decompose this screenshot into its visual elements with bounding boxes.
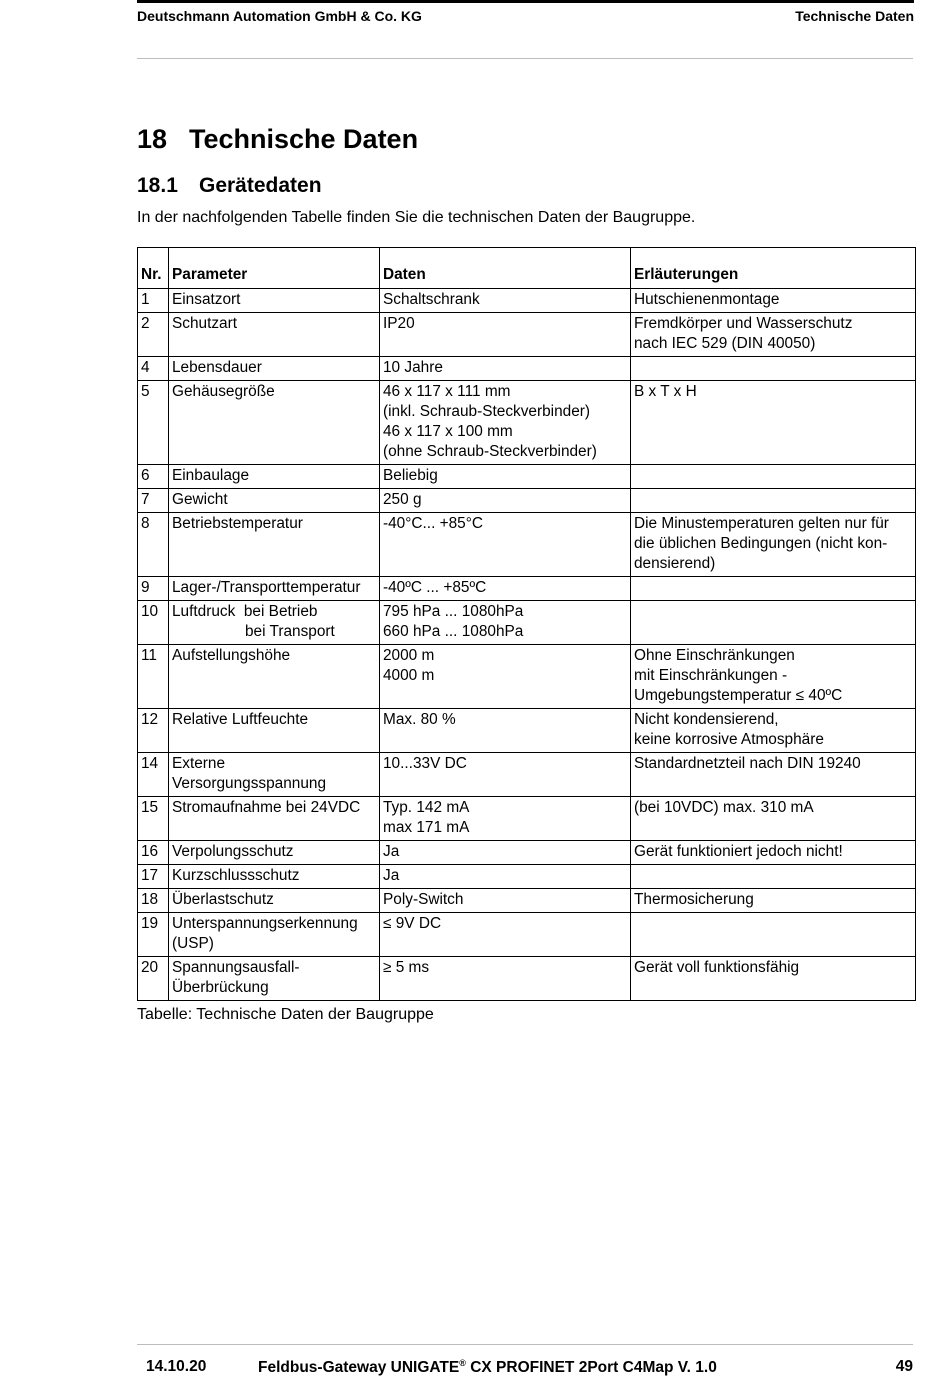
cell-erlaeuterung-line: Standardnetzteil nach DIN 19240 [634,755,861,772]
cell-parameter-line: Aufstellungshöhe [172,647,291,664]
cell-parameter-line: Spannungsausfall- [172,959,300,976]
cell-parameter [169,889,380,913]
cell-erlaeuterung [631,577,916,601]
cell-erlaeuterung-line: (bei 10VDC) max. 310 mA [634,799,814,816]
cell-daten [380,513,631,577]
table-row [138,601,916,645]
header-parameter: Parameter [169,248,380,289]
cell-parameter [169,645,380,709]
cell-parameter-line: Kurzschlussschutz [172,867,300,884]
cell-erlaeuterung [631,753,916,797]
cell-daten [380,577,631,601]
header-top-rule [137,0,914,3]
footer-title-suffix: CX PROFINET 2Port C4Map V. 1.0 [465,1359,717,1377]
cell-erlaeuterung-line: die üblichen Bedingungen (nicht kon- [634,535,888,552]
table-row [138,489,916,513]
cell-parameter [169,357,380,381]
cell-erlaeuterung-line: keine korrosive Atmosphäre [634,731,824,748]
cell-nr: 8 [138,513,169,577]
subchapter-title: Gerätedaten [199,174,322,197]
intro-text: In der nachfolgenden Tabelle finden Sie die technischen Daten der Baugruppe. [137,209,696,226]
cell-parameter-line: Einbaulage [172,467,250,484]
cell-daten-line: Typ. 142 mA [383,799,470,816]
cell-daten [380,865,631,889]
cell-parameter [169,753,380,797]
header-erlaeuterungen: Erläuterungen [631,248,916,289]
cell-daten-line: 795 hPa ... 1080hPa [383,603,524,620]
cell-erlaeuterung [631,513,916,577]
footer-date: 14.10.20 [146,1358,207,1375]
cell-daten [380,709,631,753]
cell-parameter-line: Gewicht [172,491,228,508]
cell-nr: 5 [138,381,169,465]
cell-erlaeuterung-line: B x T x H [634,383,697,400]
cell-parameter [169,289,380,313]
subchapter-heading [137,174,322,198]
cell-erlaeuterung [631,489,916,513]
cell-daten-line: -40°C... +85°C [383,515,483,532]
cell-erlaeuterung-line: Ohne Einschränkungen [634,647,795,664]
chapter-number: 18 [137,124,168,154]
cell-parameter-line-text: bei Transport [245,623,335,640]
cell-parameter-line: Externe [172,755,226,772]
cell-parameter-line: Relative Luftfeuchte [172,711,309,728]
cell-parameter-line: Lager-/Transporttemperatur [172,579,361,596]
table-row [138,645,916,709]
footer-page-number: 49 [895,1358,913,1375]
subchapter-number: 18.1 [137,174,178,197]
cell-daten-line: 46 x 117 x 100 mm [383,423,513,440]
cell-nr: 19 [138,913,169,957]
cell-daten [380,753,631,797]
table-row [138,957,916,1001]
cell-parameter-line: Unterspannungserkennung [172,915,358,932]
cell-daten [380,841,631,865]
chapter-heading [137,124,418,155]
table-header-row [138,248,916,289]
cell-parameter [169,865,380,889]
cell-parameter [169,313,380,357]
cell-parameter-line: Betriebstemperatur [172,515,303,532]
cell-parameter-line: Gehäusegröße [172,383,275,400]
cell-parameter [169,797,380,841]
table-row [138,313,916,357]
header-daten: Daten [380,248,631,289]
cell-parameter-line: Stromaufnahme bei 24VDC [172,799,361,816]
table-row [138,865,916,889]
cell-nr: 18 [138,889,169,913]
cell-daten-line: 46 x 117 x 111 mm [383,383,511,400]
cell-daten [380,913,631,957]
cell-erlaeuterung [631,957,916,1001]
cell-parameter-line: (USP) [172,935,214,952]
cell-daten-line: Ja [383,843,400,860]
table-row [138,357,916,381]
cell-nr: 20 [138,957,169,1001]
cell-daten-line: Schaltschrank [383,291,480,308]
technical-data-table [137,247,916,1001]
cell-parameter [169,513,380,577]
chapter-title: Technische Daten [189,124,419,154]
table-row [138,465,916,489]
cell-parameter [169,601,380,645]
cell-daten [380,957,631,1001]
table-body [138,289,916,1001]
cell-nr: 14 [138,753,169,797]
cell-daten-line: Ja [383,867,400,884]
cell-erlaeuterung [631,465,916,489]
cell-daten [380,645,631,709]
table-caption: Tabelle: Technische Daten der Baugruppe [137,1006,434,1023]
cell-parameter-line: Einsatzort [172,291,241,308]
cell-nr: 16 [138,841,169,865]
cell-nr: 11 [138,645,169,709]
cell-nr: 7 [138,489,169,513]
cell-nr: 2 [138,313,169,357]
header-section: Technische Daten [795,8,914,24]
table-row [138,841,916,865]
cell-erlaeuterung-line: densierend) [634,555,716,572]
cell-daten [380,889,631,913]
table-row [138,381,916,465]
header-company: Deutschmann Automation GmbH & Co. KG [137,8,422,24]
cell-daten-line: -40ºC ... +85ºC [383,579,487,596]
cell-erlaeuterung-line: Umgebungstemperatur ≤ 40ºC [634,687,843,704]
table-row [138,913,916,957]
cell-erlaeuterung-line: Hutschienenmontage [634,291,780,308]
cell-daten-line: 10...33V DC [383,755,467,772]
cell-parameter [169,465,380,489]
cell-daten [380,381,631,465]
cell-parameter-line: Lebensdauer [172,359,262,376]
cell-erlaeuterung-line: Gerät funktioniert jedoch nicht! [634,843,843,860]
cell-parameter [169,709,380,753]
cell-daten-line: max 171 mA [383,819,470,836]
cell-erlaeuterung [631,797,916,841]
cell-daten-line: IP20 [383,315,415,332]
cell-erlaeuterung-line: Nicht kondensierend, [634,711,779,728]
cell-daten-line: Max. 80 % [383,711,456,728]
cell-erlaeuterung [631,601,916,645]
cell-erlaeuterung-line: Thermosicherung [634,891,754,908]
cell-nr: 17 [138,865,169,889]
cell-erlaeuterung [631,865,916,889]
table-row [138,889,916,913]
cell-daten-line: ≥ 5 ms [383,959,430,976]
footer-title [258,1358,717,1377]
cell-nr: 15 [138,797,169,841]
cell-parameter [169,913,380,957]
cell-nr: 1 [138,289,169,313]
cell-daten [380,797,631,841]
table-row [138,513,916,577]
cell-daten-line: Poly-Switch [383,891,464,908]
cell-nr: 10 [138,601,169,645]
cell-erlaeuterung [631,889,916,913]
cell-erlaeuterung-line: Fremdkörper und Wasserschutz [634,315,853,332]
cell-erlaeuterung [631,709,916,753]
cell-parameter-line: Versorgungsspannung [172,775,327,792]
header-nr: Nr. [138,248,169,289]
cell-daten-line: Beliebig [383,467,438,484]
table-row [138,753,916,797]
cell-erlaeuterung [631,357,916,381]
cell-parameter-line: Schutzart [172,315,238,332]
cell-daten [380,289,631,313]
cell-parameter-line: Überlastschutz [172,891,274,908]
cell-parameter [169,957,380,1001]
cell-erlaeuterung-line: nach IEC 529 (DIN 40050) [634,335,816,352]
cell-erlaeuterung [631,289,916,313]
cell-parameter-line [172,622,376,642]
cell-nr: 4 [138,357,169,381]
cell-erlaeuterung [631,313,916,357]
cell-parameter-line: Verpolungsschutz [172,843,294,860]
cell-parameter [169,841,380,865]
table-row [138,577,916,601]
table-row [138,709,916,753]
cell-nr: 12 [138,709,169,753]
cell-erlaeuterung [631,841,916,865]
table-row [138,797,916,841]
cell-daten [380,489,631,513]
cell-erlaeuterung [631,913,916,957]
table-row [138,289,916,313]
cell-daten-line: ≤ 9V DC [383,915,442,932]
cell-daten-line: 10 Jahre [383,359,443,376]
cell-daten-line: 2000 m [383,647,435,664]
cell-parameter-line: Luftdruck bei Betrieb [172,603,318,620]
cell-daten [380,465,631,489]
cell-nr: 6 [138,465,169,489]
footer-title-prefix: Feldbus-Gateway UNIGATE [258,1359,460,1377]
cell-erlaeuterung-line: mit Einschränkungen - [634,667,788,684]
footer-registered-mark: ® [459,1358,466,1368]
header-divider [137,58,913,59]
cell-parameter [169,381,380,465]
cell-daten [380,357,631,381]
cell-daten-line: (inkl. Schraub-Steckverbinder) [383,403,590,420]
cell-erlaeuterung [631,381,916,465]
cell-parameter [169,577,380,601]
cell-daten-line: 660 hPa ... 1080hPa [383,623,524,640]
cell-parameter [169,489,380,513]
cell-erlaeuterung-line: Gerät voll funktionsfähig [634,959,800,976]
cell-daten [380,601,631,645]
cell-daten-line: (ohne Schraub-Steckverbinder) [383,443,597,460]
cell-erlaeuterung [631,645,916,709]
cell-erlaeuterung-line: Die Minustemperaturen gelten nur für [634,515,889,532]
cell-parameter-line: Überbrückung [172,979,269,996]
cell-daten [380,313,631,357]
cell-daten-line: 4000 m [383,667,435,684]
footer-divider [137,1344,913,1345]
cell-nr: 9 [138,577,169,601]
cell-daten-line: 250 g [383,491,422,508]
